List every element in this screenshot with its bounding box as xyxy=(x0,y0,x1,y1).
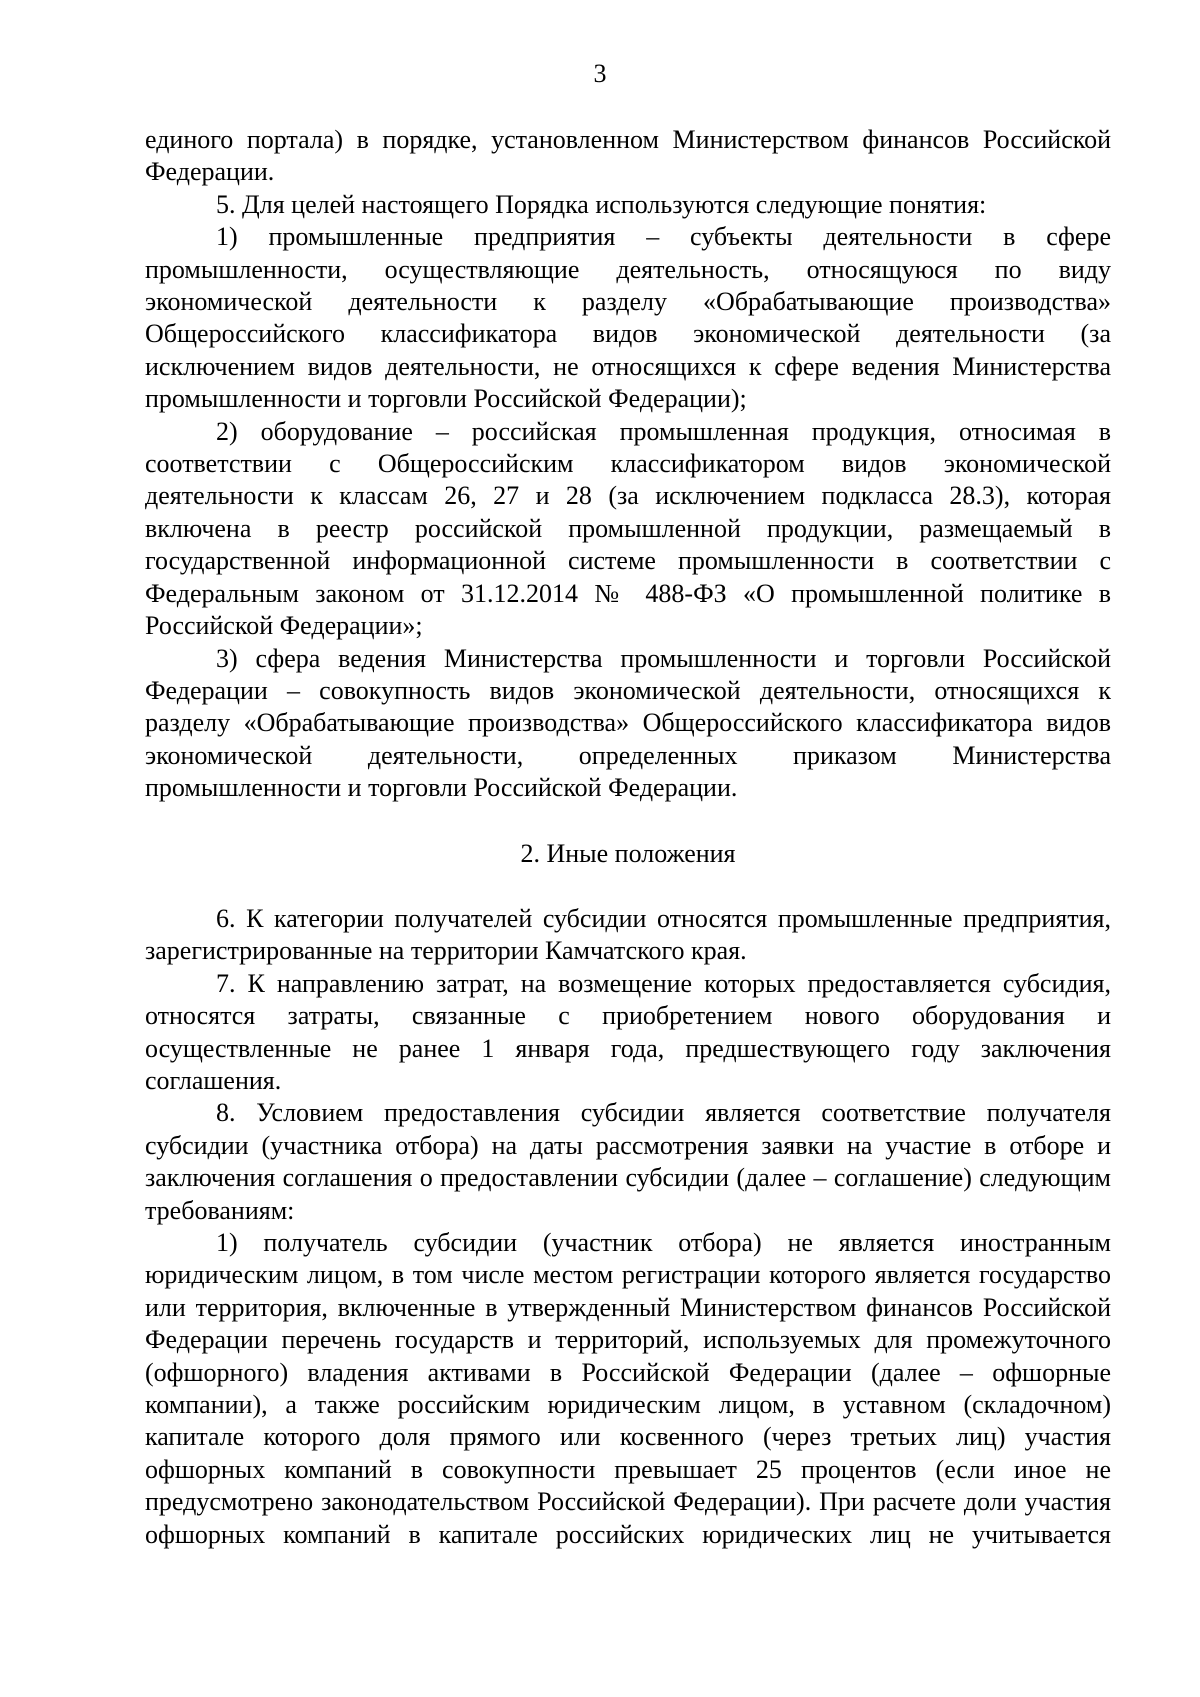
paragraph-item-5: 5. Для целей настоящего Порядка используются следующие понятия: xyxy=(216,189,987,219)
paragraph-item-5-3: 3) сфера ведения Министерства промышленности и торговли Российской Федерации – совокупность видов экономической деятельности, относящихся к разделу «Обрабатывающие производства» Общероссийского классификатора видов экономической деятельности, определенных приказом Министерства промышленности и торговли Российской Федерации. xyxy=(145,643,1111,803)
paragraph-continuation: единого портала) в порядке, установленном Министерством финансов Российской Федерации. xyxy=(145,125,1111,187)
paragraph-item-6: 6. К категории получателей субсидии относятся промышленные предприятия, зарегистрированные на территории Камчатского края. xyxy=(145,903,1111,966)
paragraph-item-7: 7. К направлению затрат, на возмещение которых предоставляется субсидия, относятся затраты, связанные с приобретением нового оборудования и осуществленные не ранее 1 января года, предшествующего году заключения соглашения. xyxy=(145,968,1111,1095)
section-heading: 2. Иные положения xyxy=(520,838,736,868)
page-number: 3 xyxy=(593,59,607,88)
document-body xyxy=(145,124,1111,1551)
paragraph-item-5-1: 1) промышленные предприятия – субъекты деятельности в сфере промышленности, осуществляющие деятельность, относящуюся по виду экономической деятельности к разделу «Обрабатывающие производства» Общероссийского классификатора видов экономической деятельности (за исключением видов деятельности, не относящихся к сфере ведения Министерства промышленности и торговли Российской Федерации); xyxy=(145,222,1111,414)
paragraph-item-8-1: 1) получатель субсидии (участник отбора) не является иностранным юридическим лицом, в том числе местом регистрации которого является государство или территория, включенные в утвержденный Министерством финансов Российской Федерации перечень государств и территорий, используемых для промежуточного (офшорного) владения активами в Российской Федерации (далее – офшорные компании), а также российским юридическим лицом, в уставном (складочном) капитале которого доля прямого или косвенного (через третьих лиц) участия офшорных компаний в совокупности превышает 25 процентов (если иное не предусмотрено законодательством Российской Федерации). При расчете доли участия офшорных компаний в капитале российских юридических лиц не учитывается xyxy=(145,1228,1111,1549)
paragraph-item-5-2: 2) оборудование – российская промышленная продукция, относимая в соответствии с Общероссийским классификатором видов экономической деятельности к классам 26, 27 и 28 (за исключением подкласса 28.3), которая включена в реестр российской промышленной продукции, размещаемый в государственной информационной системе промышленности в соответствии с Федеральным законом от 31.12.2014 № 488-ФЗ «О промышленной политике в Российской Федерации»; xyxy=(145,416,1111,641)
paragraph-item-8: 8. Условием предоставления субсидии является соответствие получателя субсидии (участника отбора) на даты рассмотрения заявки на участие в отборе и заключения соглашения о предоставлении субсидии (далее – соглашение) следующим требованиям: xyxy=(145,1098,1111,1225)
